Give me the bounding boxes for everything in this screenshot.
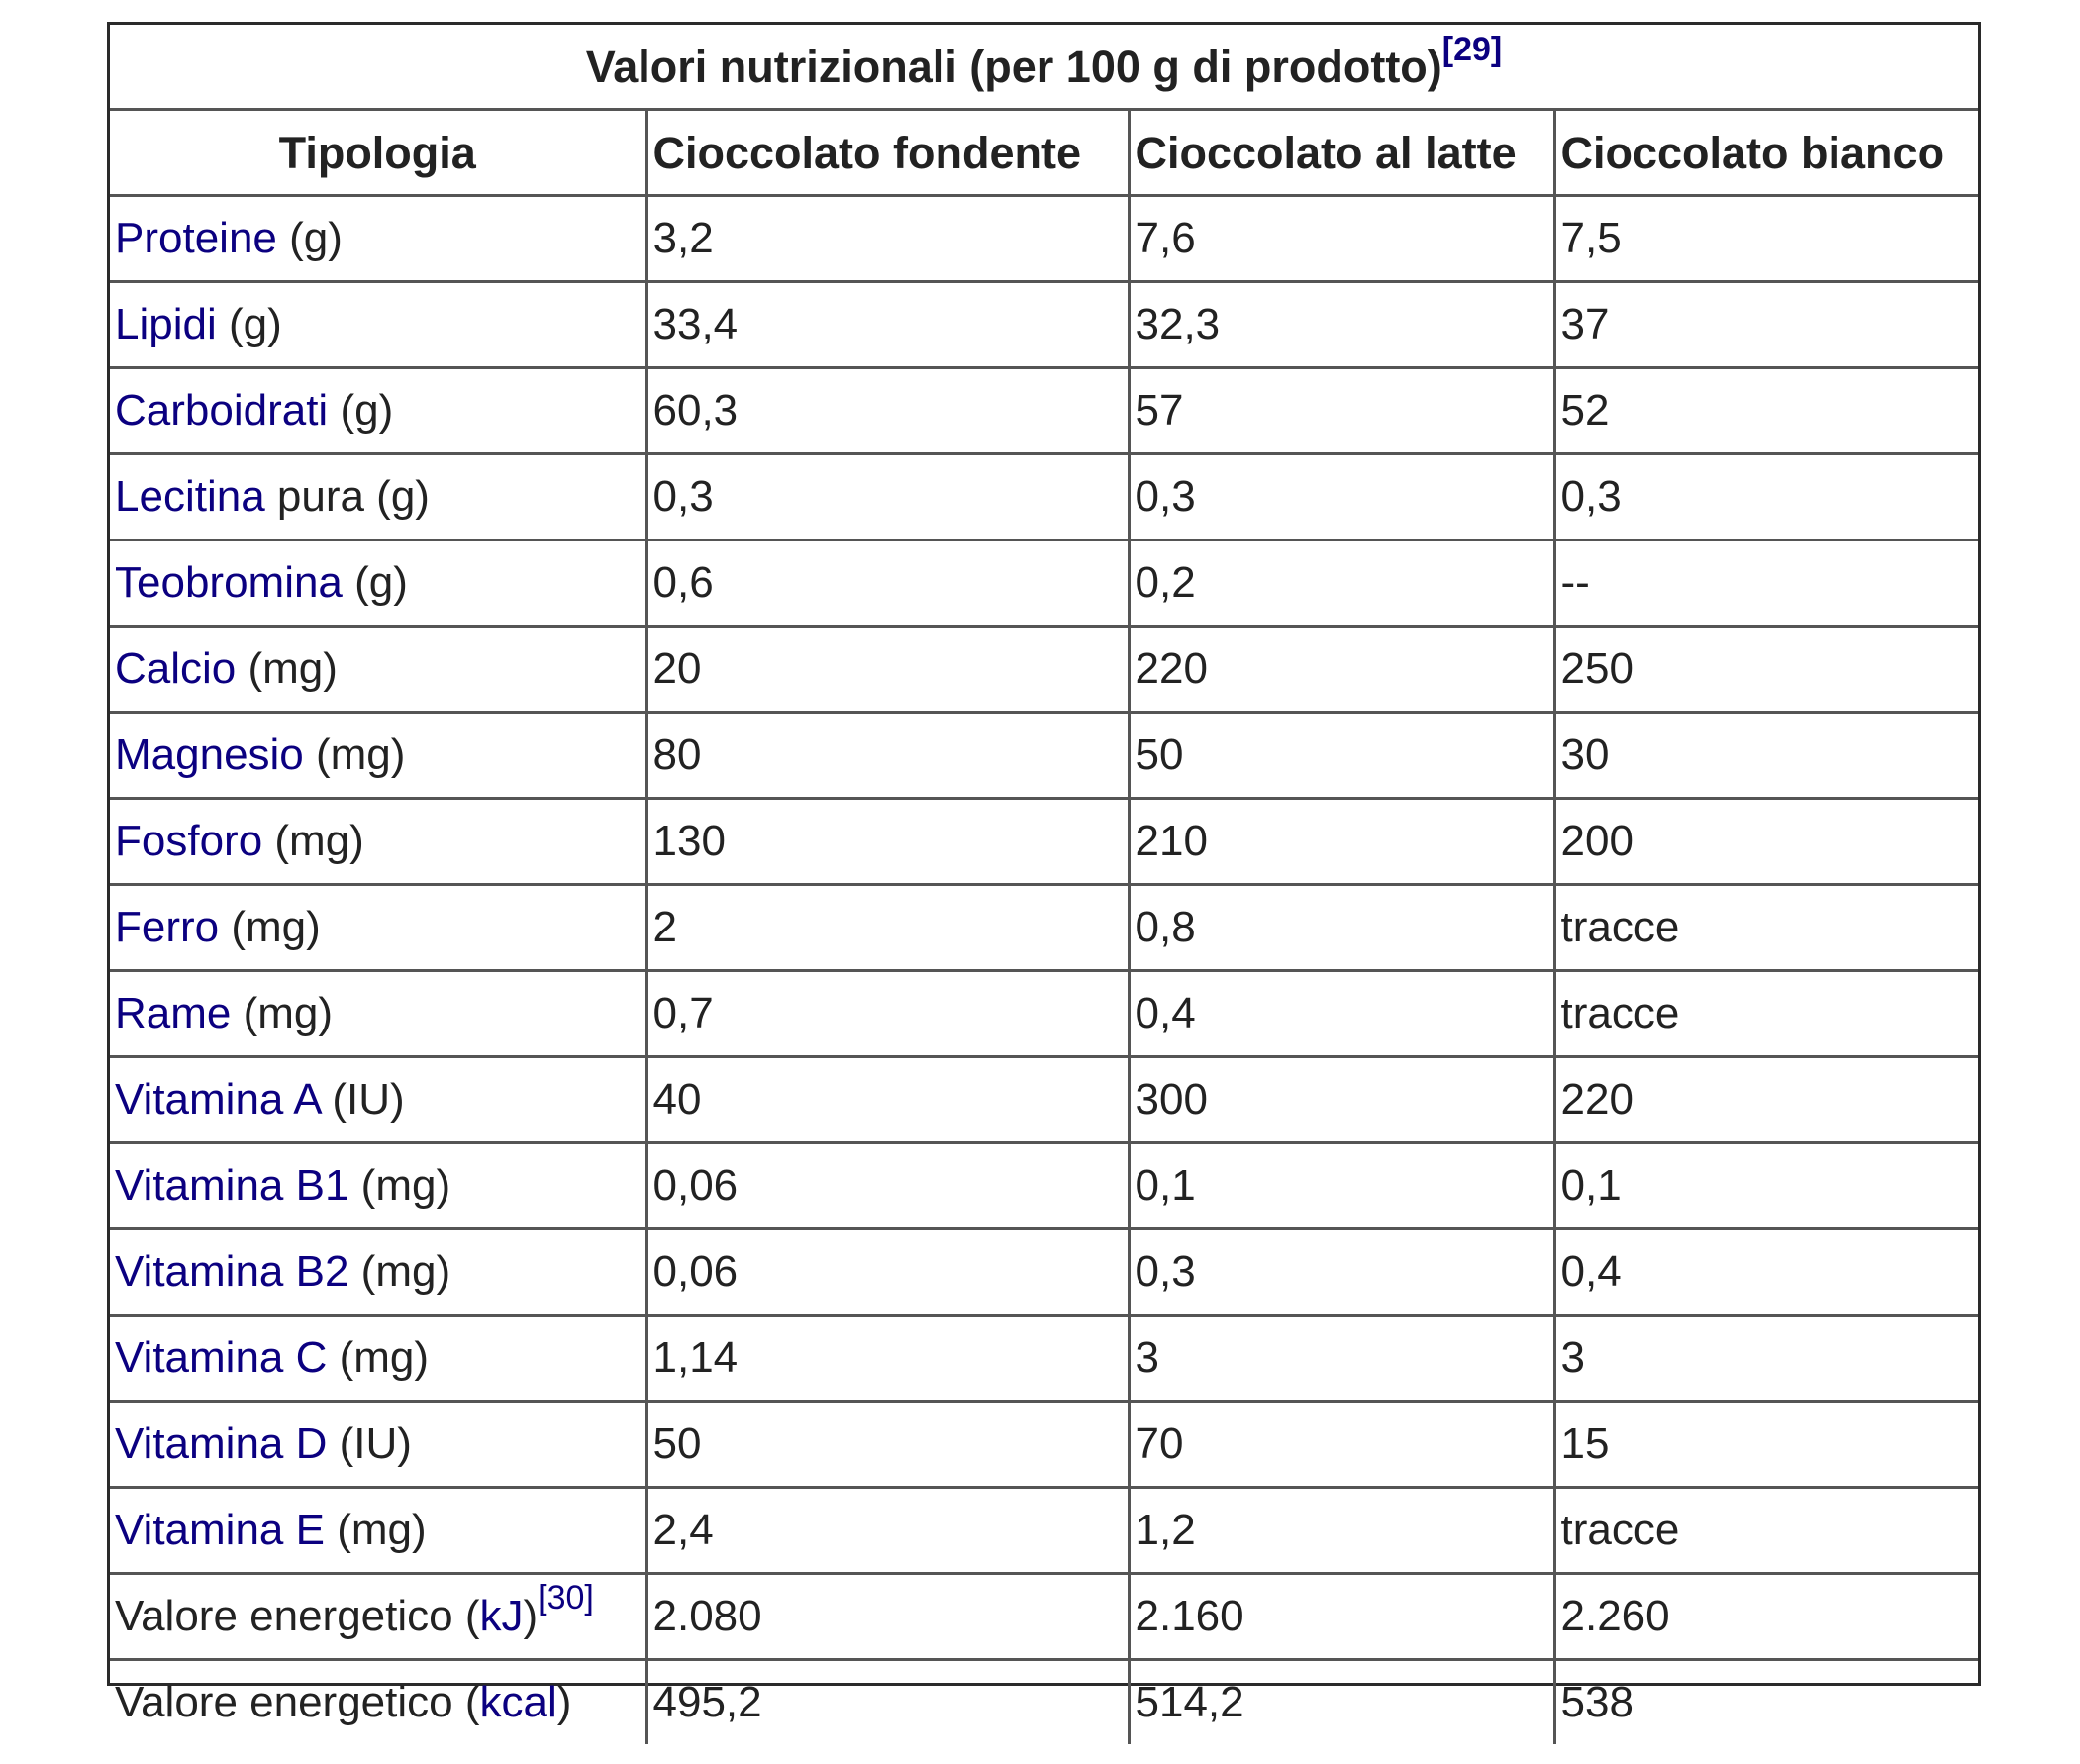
value-cell: 220 <box>1554 1057 1978 1143</box>
table-row <box>110 713 1978 799</box>
row-label <box>110 1057 646 1143</box>
value-cell: 2 <box>646 885 1129 971</box>
value-cell: 0,3 <box>646 454 1129 540</box>
nutrient-link[interactable]: Fosforo <box>115 817 263 865</box>
nutrition-table-frame <box>107 22 1981 1726</box>
table-row <box>110 1574 1978 1660</box>
value-cell: 300 <box>1129 1057 1554 1143</box>
table-row <box>110 885 1978 971</box>
row-label <box>110 1316 646 1402</box>
nutrient-unit: (mg) <box>231 989 334 1037</box>
value-cell: 2.160 <box>1129 1574 1554 1660</box>
value-cell: tracce <box>1554 1488 1978 1574</box>
nutrient-unit: (mg) <box>348 1161 451 1210</box>
table-row <box>110 1057 1978 1143</box>
value-cell: 130 <box>646 799 1129 885</box>
row-label <box>110 1402 646 1488</box>
value-cell: 80 <box>646 713 1129 799</box>
nutrient-unit: (mg) <box>324 1506 427 1554</box>
value-cell: 0,4 <box>1554 1229 1978 1316</box>
value-cell: 3 <box>1129 1316 1554 1402</box>
value-cell: 20 <box>646 627 1129 713</box>
value-cell: 37 <box>1554 282 1978 368</box>
value-cell: 30 <box>1554 713 1978 799</box>
nutrient-link[interactable]: Vitamina B2 <box>115 1247 349 1296</box>
row-label <box>110 885 646 971</box>
table-row <box>110 1316 1978 1402</box>
value-cell: 514,2 <box>1129 1660 1554 1745</box>
value-cell: 2,4 <box>646 1488 1129 1574</box>
value-cell: 0,2 <box>1129 540 1554 627</box>
row-label <box>110 282 646 368</box>
value-cell: 0,1 <box>1554 1143 1978 1229</box>
nutrient-unit: (mg) <box>348 1247 451 1296</box>
value-cell: 3,2 <box>646 196 1129 282</box>
value-cell: 3 <box>1554 1316 1978 1402</box>
nutrition-table <box>110 25 1978 1744</box>
value-cell: 0,1 <box>1129 1143 1554 1229</box>
row-label <box>110 713 646 799</box>
value-cell: 1,2 <box>1129 1488 1554 1574</box>
row-label <box>110 368 646 454</box>
nutrient-link[interactable]: Calcio <box>115 644 237 693</box>
nutrient-link[interactable]: Vitamina B1 <box>115 1161 349 1210</box>
nutrient-unit: (mg) <box>219 903 321 951</box>
nutrient-link[interactable]: Carboidrati <box>115 386 329 435</box>
energy-reference-link[interactable]: [30] <box>538 1579 594 1617</box>
table-row <box>110 1660 1978 1745</box>
table-row <box>110 282 1978 368</box>
value-cell: 495,2 <box>646 1660 1129 1745</box>
value-cell: 0,06 <box>646 1229 1129 1316</box>
value-cell: tracce <box>1554 885 1978 971</box>
row-label <box>110 799 646 885</box>
nutrient-link[interactable]: Magnesio <box>115 731 304 779</box>
value-cell: 60,3 <box>646 368 1129 454</box>
value-cell: 40 <box>646 1057 1129 1143</box>
caption-reference-link[interactable]: [29] <box>1441 30 1503 68</box>
value-cell: tracce <box>1554 971 1978 1057</box>
energy-label-suffix: ) <box>523 1592 539 1640</box>
value-cell: 250 <box>1554 627 1978 713</box>
column-header-tipologia: Tipologia <box>110 110 646 196</box>
nutrient-unit: (g) <box>216 300 282 348</box>
table-row <box>110 799 1978 885</box>
row-label <box>110 196 646 282</box>
row-label <box>110 971 646 1057</box>
value-cell: 0,3 <box>1129 1229 1554 1316</box>
row-label <box>110 540 646 627</box>
table-row <box>110 196 1978 282</box>
row-label <box>110 1574 646 1660</box>
value-cell: 7,6 <box>1129 196 1554 282</box>
value-cell: 0,6 <box>646 540 1129 627</box>
table-row <box>110 1402 1978 1488</box>
nutrient-link[interactable]: Vitamina E <box>115 1506 325 1554</box>
table-row <box>110 627 1978 713</box>
table-row <box>110 1488 1978 1574</box>
nutrient-unit: (IU) <box>320 1075 405 1124</box>
table-row <box>110 971 1978 1057</box>
energy-unit-link[interactable]: kJ <box>479 1592 524 1640</box>
value-cell: 200 <box>1554 799 1978 885</box>
nutrient-link[interactable]: Proteine <box>115 214 277 262</box>
nutrient-link[interactable]: Teobromina <box>115 558 343 607</box>
nutrient-link[interactable]: Vitamina A <box>115 1075 321 1124</box>
table-row <box>110 454 1978 540</box>
nutrient-link[interactable]: Lecitina <box>115 472 265 521</box>
value-cell: 0,06 <box>646 1143 1129 1229</box>
nutrient-unit: (mg) <box>327 1333 430 1382</box>
table-row <box>110 1143 1978 1229</box>
row-label <box>110 1660 646 1745</box>
value-cell: 57 <box>1129 368 1554 454</box>
nutrient-unit: (g) <box>276 214 343 262</box>
energy-label-prefix: Valore energetico ( <box>115 1592 480 1640</box>
nutrient-link[interactable]: Rame <box>115 989 232 1037</box>
value-cell: 70 <box>1129 1402 1554 1488</box>
nutrient-unit: (mg) <box>262 817 364 865</box>
value-cell: 50 <box>1129 713 1554 799</box>
value-cell: 0,3 <box>1129 454 1554 540</box>
nutrient-unit: (IU) <box>327 1420 412 1468</box>
nutrient-unit: (g) <box>342 558 408 607</box>
caption-row <box>110 25 1978 110</box>
value-cell: 538 <box>1554 1660 1978 1745</box>
value-cell: 0,7 <box>646 971 1129 1057</box>
value-cell: 33,4 <box>646 282 1129 368</box>
row-label <box>110 1488 646 1574</box>
value-cell: 0,4 <box>1129 971 1554 1057</box>
row-label <box>110 454 646 540</box>
caption-text: Valori nutrizionali (per 100 g di prodotto) <box>585 41 1442 92</box>
nutrient-link[interactable]: Vitamina C <box>115 1333 328 1382</box>
table-row <box>110 540 1978 627</box>
value-cell: 7,5 <box>1554 196 1978 282</box>
row-label <box>110 627 646 713</box>
nutrient-unit: pura (g) <box>264 472 430 521</box>
value-cell: 15 <box>1554 1402 1978 1488</box>
value-cell: 50 <box>646 1402 1129 1488</box>
column-header-fondente: Cioccolato fondente <box>646 110 1129 196</box>
header-row <box>110 110 1978 196</box>
value-cell: 220 <box>1129 627 1554 713</box>
row-label <box>110 1143 646 1229</box>
nutrient-link[interactable]: Vitamina D <box>115 1420 328 1468</box>
value-cell: 2.080 <box>646 1574 1129 1660</box>
column-header-bianco: Cioccolato bianco <box>1554 110 1978 196</box>
nutrient-link[interactable]: Ferro <box>115 903 220 951</box>
value-cell: 1,14 <box>646 1316 1129 1402</box>
nutrient-unit: (mg) <box>236 644 338 693</box>
nutrient-unit: (g) <box>328 386 394 435</box>
value-cell: 2.260 <box>1554 1574 1978 1660</box>
column-header-latte: Cioccolato al latte <box>1129 110 1554 196</box>
table-row <box>110 1229 1978 1316</box>
row-label <box>110 1229 646 1316</box>
value-cell: 210 <box>1129 799 1554 885</box>
energy-unit-link[interactable]: kcal <box>479 1678 557 1726</box>
energy-label-prefix: Valore energetico ( <box>115 1678 480 1726</box>
value-cell: 32,3 <box>1129 282 1554 368</box>
value-cell: 0,8 <box>1129 885 1554 971</box>
table-caption <box>110 25 1978 110</box>
value-cell: 0,3 <box>1554 454 1978 540</box>
energy-label-suffix: ) <box>556 1678 572 1726</box>
value-cell: -- <box>1554 540 1978 627</box>
nutrient-unit: (mg) <box>303 731 406 779</box>
nutrient-link[interactable]: Lipidi <box>115 300 217 348</box>
table-row <box>110 368 1978 454</box>
value-cell: 52 <box>1554 368 1978 454</box>
